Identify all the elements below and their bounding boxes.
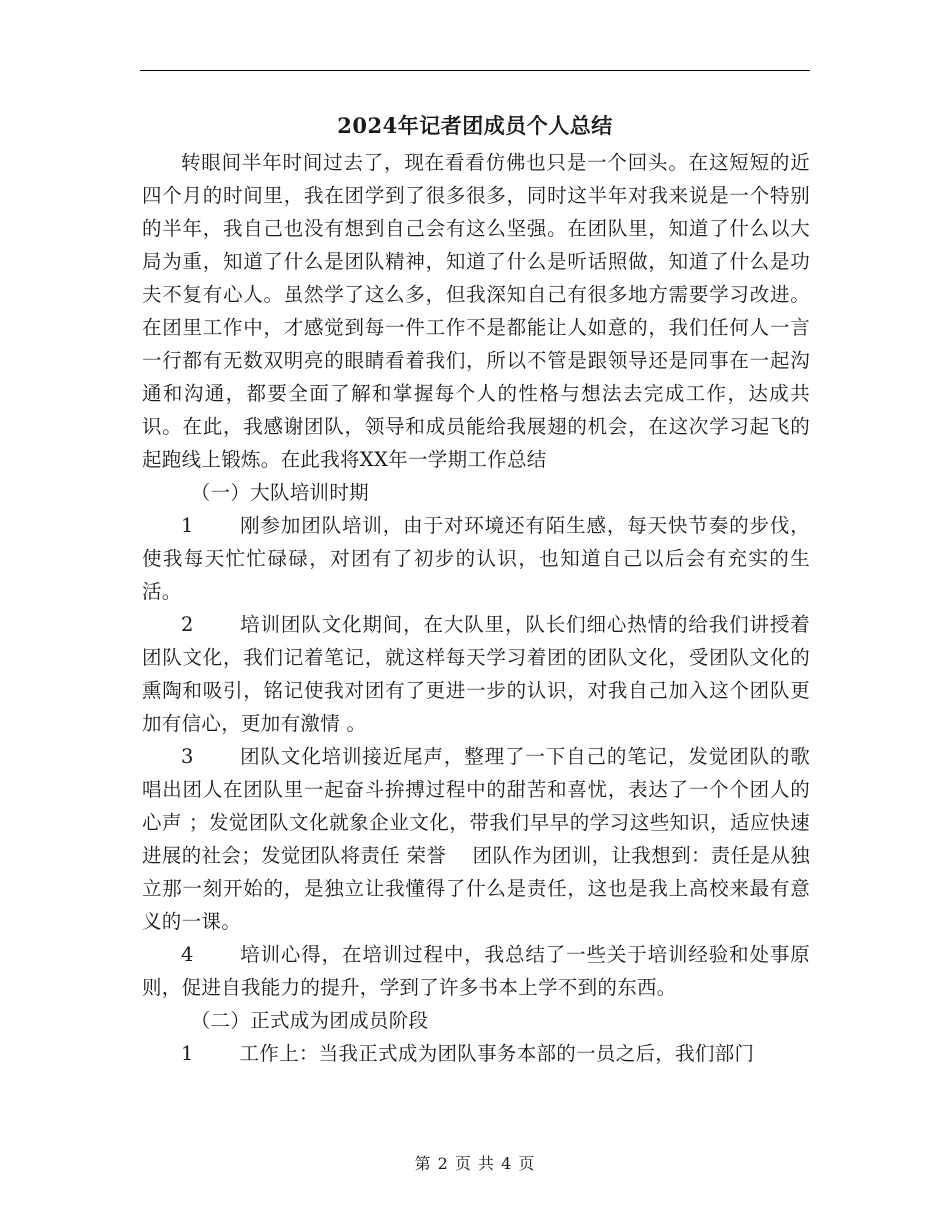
item-number: 4 [181,943,194,966]
section-heading-2: （二）正式成为团成员阶段 [190,1009,429,1032]
section-heading-1: （一）大队培训时期 [190,481,369,504]
list-item [142,938,810,1004]
item-number: 1 [181,514,194,537]
document-title: 2024年记者团成员个人总结 [337,113,613,138]
list-item [142,1037,810,1070]
intro-paragraph: 转眼间半年时间过去了，现在看看仿佛也只是一个回头。在这短短的近四个月的时间里，我在团学到了很多很多，同时这半年对我来说是一个特别的半年，我自己也没有想到自己会有这么坚强。在团队里，知道了什么以大局为重，知道了什么是团队精神，知道了什么是听话照做，知道了什么是功夫不复有心人。虽然学了这么多，但我深知自己有很多地方需要学习改进。在团里工作中，才感觉到每一件工作不是都能让人如意的，我们任何人一言一行都有无数双明亮的眼睛看着我们，所以不管是跟领导还是同事在一起沟通和沟通，都要全面了解和掌握每个人的性格与想法去完成工作，达成共识。在此，我感谢团队，领导和成员能给我展翅的机会，在这次学习起飞的起跑线上锻炼。在此我将XX年一学期工作总结 [142,151,810,471]
item-number: 2 [181,613,194,636]
list-item [142,509,810,608]
item-number: 1 [181,1042,194,1065]
list-item [142,608,810,740]
page-number-footer: 第 2 页 共 4 页 [414,1154,536,1173]
item-number: 3 [181,745,194,768]
item-text: 团队文化培训接近尾声，整理了一下自己的笔记，发觉团队的歌唱出团人在团队里一起奋斗拚搏过程中的甜苦和喜忧，表达了一个个团人的心声 ；发觉团队文化就象企业文化，带我们早早的学习这些知识，适应快速进展的社会；发觉团队将责任 荣誉 团队作为团训，让我想到：责任是从独立那一刻开始的，是独立让我懂得了什么是责任，这也是我上高校来最有意义的一课。 [142,745,810,933]
document-body [142,146,810,1070]
item-text: 培训团队文化期间，在大队里，队长们细心热情的给我们讲授着团队文化，我们记着笔记，就这样每天学习着团的团队文化，受团队文化的熏陶和吸引，铭记使我对团有了更进一步的认识，对我自己加入这个团队更加有信心，更加有激情 。 [142,613,810,735]
item-text: 刚参加团队培训，由于对环境还有陌生感，每天快节奏的步伐，使我每天忙忙碌碌，对团有了初步的认识，也知道自己以后会有充实的生活。 [142,514,810,603]
header-rule [140,70,810,71]
item-text: 培训心得，在培训过程中，我总结了一些关于培训经验和处事原则，促进自我能力的提升，学到了许多书本上学不到的东西。 [142,943,810,999]
item-text: 工作上：当我正式成为团队事务本部的一员之后，我们部门 [239,1042,755,1065]
list-item [142,740,810,938]
